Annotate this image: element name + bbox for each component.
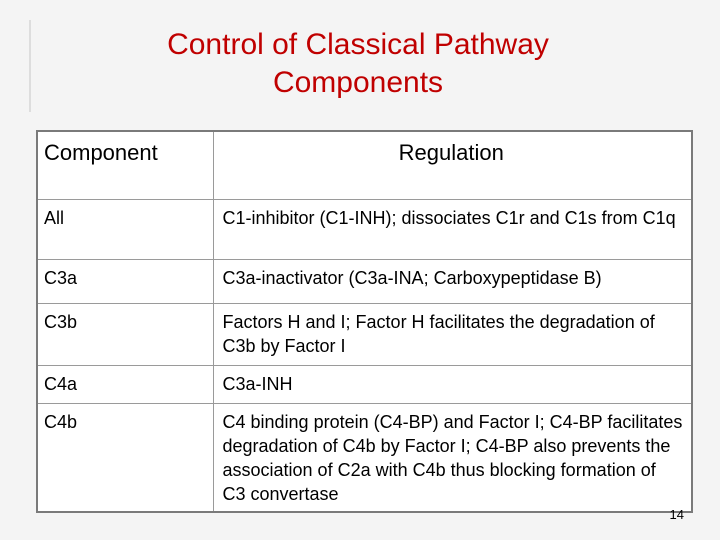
left-decorative-rule	[29, 20, 31, 112]
component-cell: C4a	[37, 366, 213, 404]
header-component: Component	[37, 131, 213, 200]
slide-title	[60, 26, 656, 102]
table-row	[37, 200, 692, 260]
component-cell: C4b	[37, 404, 213, 513]
regulation-cell: C3a-INH	[213, 366, 692, 404]
slide-title-line-1: Control of Classical Pathway	[167, 28, 549, 61]
regulation-table	[36, 130, 693, 513]
table-row	[37, 366, 692, 404]
table-row	[37, 260, 692, 304]
regulation-cell: Factors H and I; Factor H facilitates the degradation of C3b by Factor I	[213, 304, 692, 366]
table-header-row	[37, 131, 692, 200]
regulation-cell: C4 binding protein (C4-BP) and Factor I; C4-BP facilitates degradation of C4b by Factor I; C4-BP also prevents the association of C2a with C4b thus blocking formation of C3 convertase	[213, 404, 692, 513]
table-row	[37, 404, 692, 513]
page-number: 14	[669, 507, 684, 522]
component-cell: All	[37, 200, 213, 260]
slide-title-line-2: Components	[272, 66, 444, 99]
table-row	[37, 304, 692, 366]
header-regulation: Regulation	[213, 131, 692, 200]
regulation-cell: C3a-inactivator (C3a-INA; Carboxypeptidase B)	[213, 260, 692, 304]
regulation-cell: C1-inhibitor (C1-INH); dissociates C1r and C1s from C1q	[213, 200, 692, 260]
component-cell: C3b	[37, 304, 213, 366]
component-cell: C3a	[37, 260, 213, 304]
